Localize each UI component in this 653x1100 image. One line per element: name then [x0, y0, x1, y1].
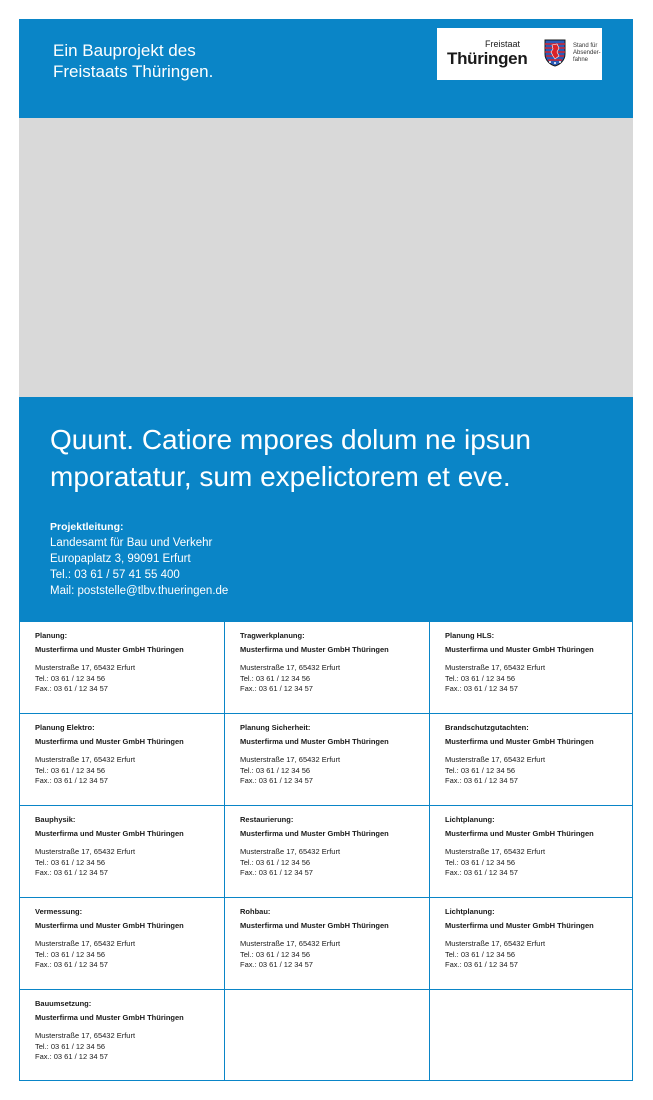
logo-note-line-3: fahne — [573, 57, 589, 63]
contact-address — [240, 755, 340, 787]
contact-role: Planung: — [35, 631, 68, 640]
empty-card — [224, 989, 430, 1081]
contact-role: Vermessung: — [35, 907, 83, 916]
logo-thueringen-text: Thüringen — [447, 49, 528, 68]
contact-company: Musterfirma und Muster GmbH Thüringen — [35, 829, 184, 838]
contact-fax: Fax.: 03 61 / 12 34 57 — [445, 776, 518, 785]
contact-phone: Tel.: 03 61 / 12 34 56 — [35, 1041, 106, 1051]
contact-fax: Fax.: 03 61 / 12 34 57 — [240, 776, 313, 785]
contact-card — [429, 805, 633, 898]
contact-company: Musterfirma und Muster GmbH Thüringen — [445, 737, 594, 746]
contact-card — [224, 805, 430, 898]
project-agency: Landesamt für Bau und Verkehr — [50, 537, 213, 549]
headline-line-1: Quunt. Catiore mpores dolum ne ipsun — [50, 424, 531, 455]
project-band — [19, 397, 633, 621]
contact-card — [429, 621, 633, 714]
contact-phone: Tel.: 03 61 / 12 34 56 — [35, 765, 106, 775]
contact-company: Musterfirma und Muster GmbH Thüringen — [240, 645, 389, 654]
empty-card — [429, 989, 633, 1081]
contact-card — [224, 713, 430, 806]
thuringia-crest-icon — [544, 39, 566, 67]
contact-street: Musterstraße 17, 65432 Erfurt — [35, 1031, 136, 1040]
contact-company: Musterfirma und Muster GmbH Thüringen — [445, 829, 594, 838]
contact-role: Lichtplanung: — [445, 815, 495, 824]
contact-company: Musterfirma und Muster GmbH Thüringen — [240, 737, 389, 746]
contact-role: Restaurierung: — [240, 815, 294, 824]
contact-address — [35, 755, 135, 787]
headline-line-2: mporatatur, sum expelictorem et eve. — [50, 461, 511, 492]
tagline-line-2: Freistaats Thüringen. — [53, 62, 214, 81]
contact-fax: Fax.: 03 61 / 12 34 57 — [35, 960, 108, 969]
contact-company: Musterfirma und Muster GmbH Thüringen — [35, 737, 184, 746]
project-management-info — [50, 519, 228, 599]
contact-fax: Fax.: 03 61 / 12 34 57 — [445, 684, 518, 693]
contact-company: Musterfirma und Muster GmbH Thüringen — [240, 829, 389, 838]
contact-card — [19, 805, 225, 898]
contact-card — [429, 897, 633, 990]
project-phone: Tel.: 03 61 / 57 41 55 400 — [50, 569, 180, 581]
contact-address — [240, 847, 340, 879]
contact-phone: Tel.: 03 61 / 12 34 56 — [35, 673, 106, 683]
contact-role: Rohbau: — [240, 907, 271, 916]
contact-address — [35, 1031, 135, 1063]
contact-street: Musterstraße 17, 65432 Erfurt — [240, 939, 341, 948]
contact-street: Musterstraße 17, 65432 Erfurt — [240, 755, 341, 764]
image-placeholder — [19, 118, 633, 397]
contact-fax: Fax.: 03 61 / 12 34 57 — [35, 868, 108, 877]
contact-card — [19, 897, 225, 990]
contact-role: Tragwerkplanung: — [240, 631, 305, 640]
state-logo — [437, 28, 602, 80]
contact-phone: Tel.: 03 61 / 12 34 56 — [35, 857, 106, 867]
contact-role: Planung Elektro: — [35, 723, 95, 732]
contact-card — [224, 897, 430, 990]
contact-fax: Fax.: 03 61 / 12 34 57 — [35, 684, 108, 693]
contact-phone: Tel.: 03 61 / 12 34 56 — [35, 949, 106, 959]
logo-note-line-1: Stand für — [573, 43, 598, 49]
contact-card — [19, 621, 225, 714]
contact-company: Musterfirma und Muster GmbH Thüringen — [35, 645, 184, 654]
contact-address — [35, 847, 135, 879]
contact-fax: Fax.: 03 61 / 12 34 57 — [35, 776, 108, 785]
tagline-line-1: Ein Bauprojekt des — [53, 41, 196, 60]
contact-address — [35, 939, 135, 971]
contact-street: Musterstraße 17, 65432 Erfurt — [35, 663, 136, 672]
contact-phone: Tel.: 03 61 / 12 34 56 — [445, 949, 516, 959]
contact-fax: Fax.: 03 61 / 12 34 57 — [445, 868, 518, 877]
project-address: Europaplatz 3, 99091 Erfurt — [50, 553, 191, 565]
contact-street: Musterstraße 17, 65432 Erfurt — [445, 847, 546, 856]
contractor-grid — [19, 621, 633, 1081]
contact-street: Musterstraße 17, 65432 Erfurt — [240, 847, 341, 856]
contact-company: Musterfirma und Muster GmbH Thüringen — [35, 1013, 184, 1022]
contact-address — [445, 939, 545, 971]
contact-role: Planung HLS: — [445, 631, 495, 640]
contact-street: Musterstraße 17, 65432 Erfurt — [35, 847, 136, 856]
construction-sign — [19, 19, 633, 1081]
contact-street: Musterstraße 17, 65432 Erfurt — [35, 755, 136, 764]
contact-address — [445, 755, 545, 787]
contact-company: Musterfirma und Muster GmbH Thüringen — [445, 645, 594, 654]
logo-note — [573, 43, 603, 64]
contact-fax: Fax.: 03 61 / 12 34 57 — [445, 960, 518, 969]
logo-freistaat-text: Freistaat — [485, 39, 521, 49]
contact-phone: Tel.: 03 61 / 12 34 56 — [240, 949, 311, 959]
contact-street: Musterstraße 17, 65432 Erfurt — [445, 939, 546, 948]
contact-street: Musterstraße 17, 65432 Erfurt — [445, 663, 546, 672]
contact-company: Musterfirma und Muster GmbH Thüringen — [240, 921, 389, 930]
project-mail: Mail: poststelle@tlbv.thueringen.de — [50, 585, 229, 597]
contact-fax: Fax.: 03 61 / 12 34 57 — [240, 868, 313, 877]
contact-street: Musterstraße 17, 65432 Erfurt — [35, 939, 136, 948]
contact-fax: Fax.: 03 61 / 12 34 57 — [35, 1052, 108, 1061]
contact-card — [429, 713, 633, 806]
contact-fax: Fax.: 03 61 / 12 34 57 — [240, 960, 313, 969]
contact-address — [35, 663, 135, 695]
logo-note-line-2: Absender- — [573, 50, 601, 56]
contact-role: Lichtplanung: — [445, 907, 495, 916]
contact-role: Brandschutzgutachten: — [445, 723, 529, 732]
tagline — [53, 40, 213, 82]
contact-address — [445, 663, 545, 695]
contact-address — [240, 663, 340, 695]
contact-street: Musterstraße 17, 65432 Erfurt — [445, 755, 546, 764]
contact-phone: Tel.: 03 61 / 12 34 56 — [240, 857, 311, 867]
contact-address — [240, 939, 340, 971]
contact-company: Musterfirma und Muster GmbH Thüringen — [35, 921, 184, 930]
headline — [50, 421, 620, 495]
contact-role: Bauphysik: — [35, 815, 76, 824]
project-management-label: Projektleitung: — [50, 521, 124, 533]
contact-fax: Fax.: 03 61 / 12 34 57 — [240, 684, 313, 693]
contact-company: Musterfirma und Muster GmbH Thüringen — [445, 921, 594, 930]
contact-phone: Tel.: 03 61 / 12 34 56 — [240, 673, 311, 683]
contact-phone: Tel.: 03 61 / 12 34 56 — [445, 673, 516, 683]
header-band — [19, 19, 633, 118]
contact-phone: Tel.: 03 61 / 12 34 56 — [445, 765, 516, 775]
contact-address — [445, 847, 545, 879]
contact-card — [224, 621, 430, 714]
contact-phone: Tel.: 03 61 / 12 34 56 — [240, 765, 311, 775]
contact-phone: Tel.: 03 61 / 12 34 56 — [445, 857, 516, 867]
contact-card — [19, 989, 225, 1081]
contact-role: Planung Sicherheit: — [240, 723, 311, 732]
contact-role: Bauumsetzung: — [35, 999, 92, 1008]
contact-street: Musterstraße 17, 65432 Erfurt — [240, 663, 341, 672]
contact-card — [19, 713, 225, 806]
